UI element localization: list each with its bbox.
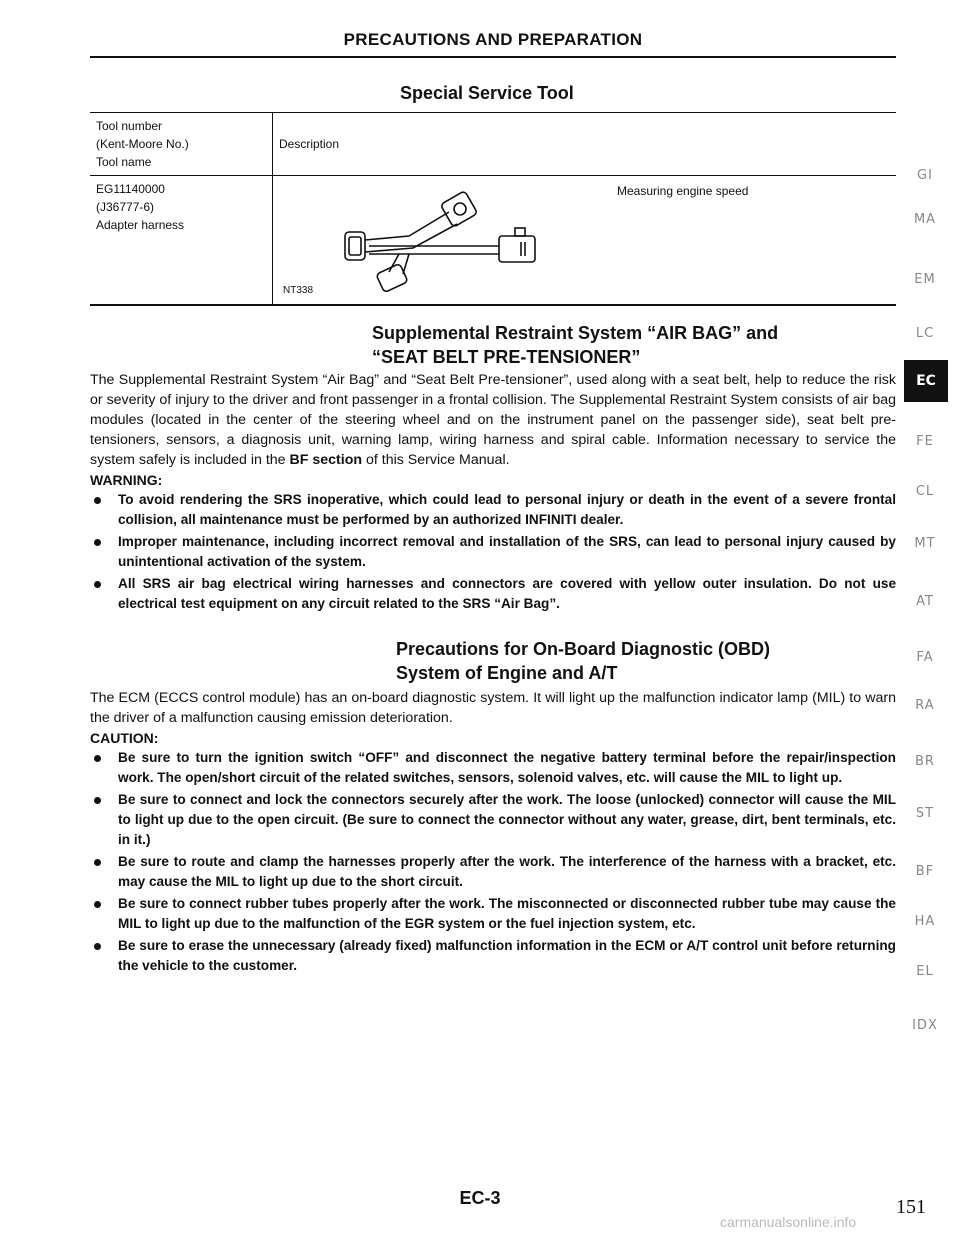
list-item: Be sure to connect rubber tubes properly after the work. The misconnected or disconnected rubber tube may cause the MIL to light up due to the malfunction of the EGR system or the fuel injection system, etc.: [90, 894, 896, 934]
table-row: [90, 176, 896, 306]
tab-fa[interactable]: FA: [916, 650, 934, 665]
list-item: Be sure to turn the ignition switch “OFF” and disconnect the negative battery terminal before the repair/inspection work. The open/short circuit of the related switches, sensors, solenoid valves, etc. will cause the MIL to light up.: [90, 748, 896, 788]
list-item: Be sure to route and clamp the harnesses properly after the work. The interference of the harness with a bracket, etc. may cause the MIL to light up due to the short circuit.: [90, 852, 896, 892]
tool-name: Adapter harness: [96, 218, 185, 232]
header-divider: [90, 56, 896, 58]
caution-label: CAUTION:: [90, 730, 159, 746]
watermark: carmanualsonline.info: [720, 1214, 857, 1230]
srs-intro-bold: BF section: [289, 452, 363, 468]
srs-body: [90, 370, 896, 616]
tool-description: Measuring engine speed: [617, 184, 749, 198]
srs-heading-line1: Supplemental Restraint System “AIR BAG” and: [372, 323, 779, 343]
obd-heading-line1: Precautions for On-Board Diagnostic (OBD): [396, 639, 771, 659]
list-item: Be sure to connect and lock the connectors securely after the work. The loose (unlocked) connector will cause the MIL to light up due to the open circuit. (Be sure to connect the connector without any water, grease, dirt, bent terminals, etc. in it.): [90, 790, 896, 850]
tab-gi[interactable]: GI: [917, 168, 933, 183]
obd-intro: The ECM (ECCS control module) has an on-board diagnostic system. It will light up the malfunction indicator lamp (MIL) to warn the driver of a malfunction causing emission deterioration.: [90, 690, 896, 726]
obd-body: [90, 688, 896, 978]
special-tool-heading: Special Service Tool: [400, 83, 574, 103]
tab-el[interactable]: EL: [916, 964, 934, 979]
tab-mt[interactable]: MT: [914, 536, 936, 551]
tab-em[interactable]: EM: [914, 272, 936, 287]
list-item: All SRS air bag electrical wiring harnesses and connectors are covered with yellow outer insulation. Do not use electrical test equipment on any circuit related to the SRS “Air Bag”.: [90, 574, 896, 614]
list-item: Be sure to erase the unnecessary (already fixed) malfunction information in the ECM or A/T control unit before returning the vehicle to the customer.: [90, 936, 896, 976]
tab-cl[interactable]: CL: [915, 484, 935, 499]
tab-at[interactable]: AT: [916, 594, 934, 609]
header-tool-name: Tool name: [96, 155, 152, 169]
description-column-header: Description: [273, 113, 897, 176]
list-item: Improper maintenance, including incorrect removal and installation of the SRS, can lead to personal injury caused by unintentional activation of the system.: [90, 532, 896, 572]
tab-lc[interactable]: LC: [915, 326, 935, 341]
tool-identity-cell: [90, 176, 273, 306]
srs-intro-text: The Supplemental Restraint System “Air Bag” and “Seat Belt Pre-tensioner”, used along with a seat belt, help to reduce the risk or severity of injury to the driver and front passenger in a frontal collision. The Supplemental Restraint System consists of air bag modules (located in the center of the steering wheel and on the instrument panel on the passenger side), seat belt pre-tensioners, sensors, a diagnosis unit, warning lamp, wiring harness and spiral cable. Information necessary to service the system safely is included in the: [90, 372, 896, 468]
tool-number: EG11140000: [96, 182, 165, 196]
page-number: 151: [896, 1196, 926, 1218]
tool-description-cell: [273, 176, 897, 306]
tab-ha[interactable]: HA: [914, 914, 936, 929]
warning-list: [90, 490, 896, 614]
adapter-harness-drawing-icon: [339, 184, 569, 294]
srs-intro-end: of this Service Manual.: [366, 452, 510, 468]
tab-bf[interactable]: BF: [915, 864, 935, 879]
obd-heading-line2: System of Engine and A/T: [396, 663, 618, 683]
table-header-row: [90, 113, 896, 176]
page-title: PRECAUTIONS AND PREPARATION: [343, 30, 643, 49]
tab-fe[interactable]: FE: [916, 434, 934, 449]
tool-column-header: [90, 113, 273, 176]
tab-st[interactable]: ST: [915, 806, 935, 821]
tab-ra[interactable]: RA: [915, 698, 935, 713]
tab-br[interactable]: BR: [915, 754, 935, 769]
figure-id: NT338: [283, 285, 314, 296]
special-tool-table: [90, 112, 896, 306]
srs-heading-line2: “SEAT BELT PRE-TENSIONER”: [372, 347, 641, 367]
caution-list: [90, 748, 896, 976]
tool-kent-moore-number: (J36777-6): [96, 200, 155, 214]
list-item: To avoid rendering the SRS inoperative, which could lead to personal injury or death in the event of a severe frontal collision, all maintenance must be performed by an authorized INFINITI dealer.: [90, 490, 896, 530]
header-kent-moore: (Kent-Moore No.): [96, 137, 189, 151]
tab-ma[interactable]: MA: [913, 212, 937, 227]
warning-label: WARNING:: [90, 472, 163, 488]
page-code: EC-3: [459, 1188, 501, 1208]
header-tool-number: Tool number: [96, 119, 163, 133]
tab-idx[interactable]: IDX: [912, 1018, 938, 1033]
tab-ec-active[interactable]: EC: [904, 360, 948, 402]
srs-intro: [90, 370, 896, 470]
page-header: [90, 30, 896, 58]
